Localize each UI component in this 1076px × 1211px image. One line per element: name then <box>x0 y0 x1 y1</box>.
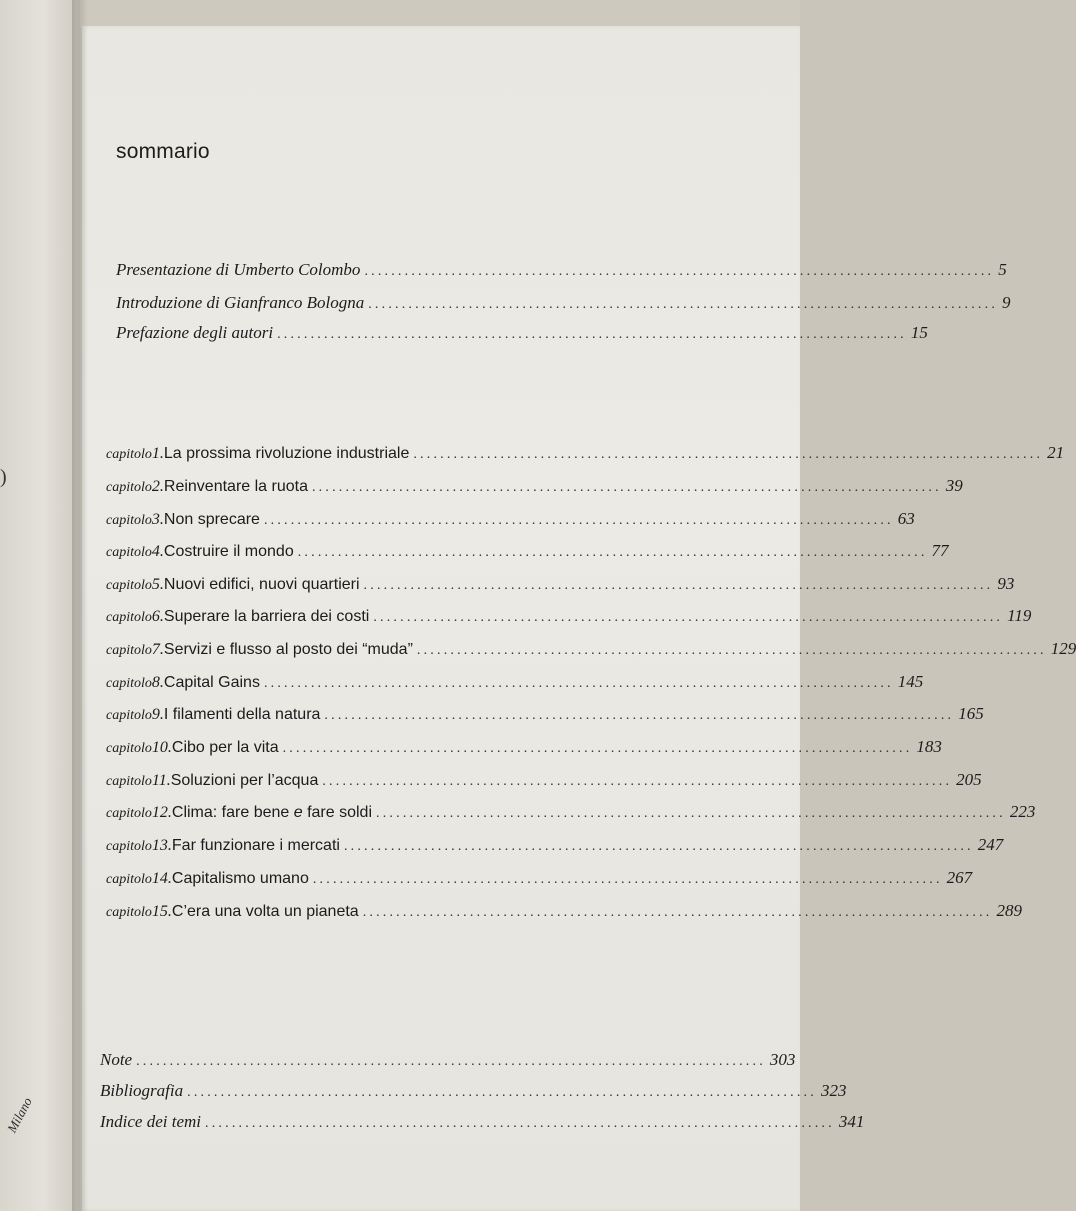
chapter-title: Reinventare la ruota <box>163 478 308 495</box>
leader-dots: .............................................................................................. <box>282 741 913 756</box>
left-page-paren: ) <box>0 466 7 488</box>
toc-entry-chapter-15 <box>106 901 1022 921</box>
leader-dots: .............................................................................................. <box>363 578 994 593</box>
book-gutter-shadow <box>72 0 88 1211</box>
chapter-number: 1. <box>151 445 164 462</box>
leader-dots: .............................................................................................. <box>343 839 974 854</box>
leader-dots: .............................................................................................. <box>322 774 953 789</box>
left-page-edge <box>0 0 78 1211</box>
entry-page: 303 <box>769 1050 796 1069</box>
toc-entry-chapter-2 <box>106 476 963 496</box>
chapter-page: 119 <box>1007 606 1032 625</box>
toc-entry-chapter-10 <box>106 737 942 757</box>
chapter-title-part: Clima: fare bene <box>171 804 294 821</box>
chapter-word: capitolo <box>106 839 152 854</box>
chapter-number: 2. <box>151 478 164 495</box>
chapter-page: 247 <box>977 835 1004 854</box>
entry-page: 323 <box>820 1081 847 1100</box>
toc-entry-indice-dei-temi <box>100 1112 865 1132</box>
chapter-page: 223 <box>1009 802 1036 821</box>
chapter-title: Capital Gains <box>163 674 260 691</box>
leader-dots: .............................................................................................. <box>362 905 993 920</box>
leader-dots: .............................................................................................. <box>205 1116 835 1131</box>
toc-entry-chapter-3 <box>106 509 915 529</box>
leader-dots: .............................................................................................. <box>324 708 955 723</box>
chapter-number: 9. <box>151 706 164 723</box>
chapter-number: 3. <box>151 511 164 528</box>
chapter-page: 93 <box>997 574 1015 593</box>
chapter-number: 15. <box>151 903 172 920</box>
chapter-page: 39 <box>945 476 963 495</box>
toc-entry-chapter-7 <box>106 639 1076 659</box>
chapter-number: 14. <box>151 870 172 887</box>
toc-entry-note <box>100 1050 796 1070</box>
entry-title: Note <box>100 1050 133 1069</box>
toc-entry-chapter-1 <box>106 443 1065 463</box>
chapter-title: I filamenti della natura <box>163 706 321 723</box>
entry-title: Indice dei temi <box>100 1112 202 1131</box>
chapter-word: capitolo <box>106 545 152 560</box>
chapter-page: 145 <box>897 672 924 691</box>
leader-dots: .............................................................................................. <box>277 327 907 342</box>
background-strip <box>80 0 800 28</box>
leader-dots: .............................................................................................. <box>187 1085 817 1100</box>
entry-title: Bibliografia <box>100 1081 184 1100</box>
leader-dots: .............................................................................................. <box>368 297 999 312</box>
chapter-word: capitolo <box>106 905 152 920</box>
toc-entry-chapter-11 <box>106 770 982 790</box>
entry-title: Introduzione di Gianfranco Bologna <box>116 293 365 312</box>
leader-dots: .............................................................................................. <box>364 264 995 279</box>
chapter-title: Soluzioni per l’acqua <box>170 772 319 789</box>
chapter-page: 63 <box>897 509 915 528</box>
toc-entry-chapter-14 <box>106 868 973 888</box>
chapter-word: capitolo <box>106 643 152 658</box>
chapter-page: 183 <box>916 737 942 756</box>
leader-dots: .............................................................................................. <box>373 610 1004 625</box>
chapter-word: capitolo <box>106 610 152 625</box>
chapter-title-emphasis: e <box>293 804 303 821</box>
entry-title: Presentazione di Umberto Colombo <box>116 260 361 279</box>
chapter-title <box>172 804 372 822</box>
leader-dots: .............................................................................................. <box>413 447 1044 462</box>
chapter-word: capitolo <box>106 708 152 723</box>
toc-title: sommario <box>116 140 210 163</box>
leader-dots: .............................................................................................. <box>311 480 942 495</box>
chapter-word: capitolo <box>106 872 152 887</box>
toc-entry-introduzione <box>116 293 1011 313</box>
chapter-title: C’era una volta un pianeta <box>171 903 359 920</box>
chapter-word: capitolo <box>106 480 152 495</box>
chapter-title: Capitalismo umano <box>171 870 309 887</box>
leader-dots: .............................................................................................. <box>297 545 928 560</box>
chapter-number: 5. <box>151 576 164 593</box>
toc-entry-chapter-8 <box>106 672 924 692</box>
chapter-number: 11. <box>151 772 171 789</box>
entry-page: 5 <box>998 260 1007 279</box>
leader-dots: .............................................................................................. <box>376 806 1006 821</box>
chapter-number: 7. <box>151 641 164 658</box>
chapter-page: 129 <box>1050 639 1076 658</box>
chapter-number: 4. <box>151 543 164 560</box>
chapter-title: Far funzionare i mercati <box>171 837 340 854</box>
chapter-number: 10. <box>151 739 172 756</box>
leader-dots: .............................................................................................. <box>136 1054 766 1069</box>
toc-entry-chapter-13 <box>106 835 1004 855</box>
chapter-title: Nuovi edifici, nuovi quartieri <box>163 576 360 593</box>
chapter-number: 12. <box>151 804 172 821</box>
chapter-number: 6. <box>151 608 164 625</box>
toc-entry-chapter-4 <box>106 541 949 561</box>
chapter-title: La prossima rivoluzione industriale <box>163 445 410 462</box>
chapter-number: 8. <box>151 674 164 691</box>
chapter-word: capitolo <box>106 676 152 691</box>
chapter-title: Costruire il mondo <box>163 543 294 560</box>
toc-entry-chapter-5 <box>106 574 1015 594</box>
chapter-title: Non sprecare <box>163 511 260 528</box>
toc-entry-bibliografia <box>100 1081 847 1101</box>
chapter-title: Cibo per la vita <box>171 739 279 756</box>
toc-entry-chapter-12 <box>106 802 1036 822</box>
chapter-word: capitolo <box>106 774 152 789</box>
entry-page: 9 <box>1002 293 1011 312</box>
left-page-margin-word: Milano <box>4 1094 35 1136</box>
chapter-page: 77 <box>931 541 949 560</box>
toc-entry-chapter-6 <box>106 606 1032 626</box>
chapter-word: capitolo <box>106 447 152 462</box>
chapter-number: 13. <box>151 837 172 854</box>
chapter-page: 289 <box>996 901 1022 920</box>
chapter-page: 267 <box>946 868 973 887</box>
toc-entry-prefazione <box>116 323 928 343</box>
leader-dots: .............................................................................................. <box>416 643 1047 658</box>
chapter-word: capitolo <box>106 578 152 593</box>
chapter-title-part: fare soldi <box>302 804 373 821</box>
entry-page: 341 <box>838 1112 865 1131</box>
chapter-page: 21 <box>1047 443 1065 462</box>
toc-entry-chapter-9 <box>106 704 984 724</box>
leader-dots: .............................................................................................. <box>263 676 894 691</box>
chapter-word: capitolo <box>106 806 152 821</box>
chapter-word: capitolo <box>106 513 152 528</box>
entry-page: 15 <box>910 323 928 342</box>
chapter-word: capitolo <box>106 741 152 756</box>
leader-dots: .............................................................................................. <box>263 513 894 528</box>
chapter-page: 165 <box>958 704 984 723</box>
toc-entry-presentazione <box>116 260 1007 280</box>
chapter-title: Servizi e flusso al posto dei “muda” <box>163 641 413 658</box>
leader-dots: .............................................................................................. <box>312 872 943 887</box>
chapter-title: Superare la barriera dei costi <box>163 608 370 625</box>
chapter-page: 205 <box>956 770 982 789</box>
entry-title: Prefazione degli autori <box>116 323 274 342</box>
